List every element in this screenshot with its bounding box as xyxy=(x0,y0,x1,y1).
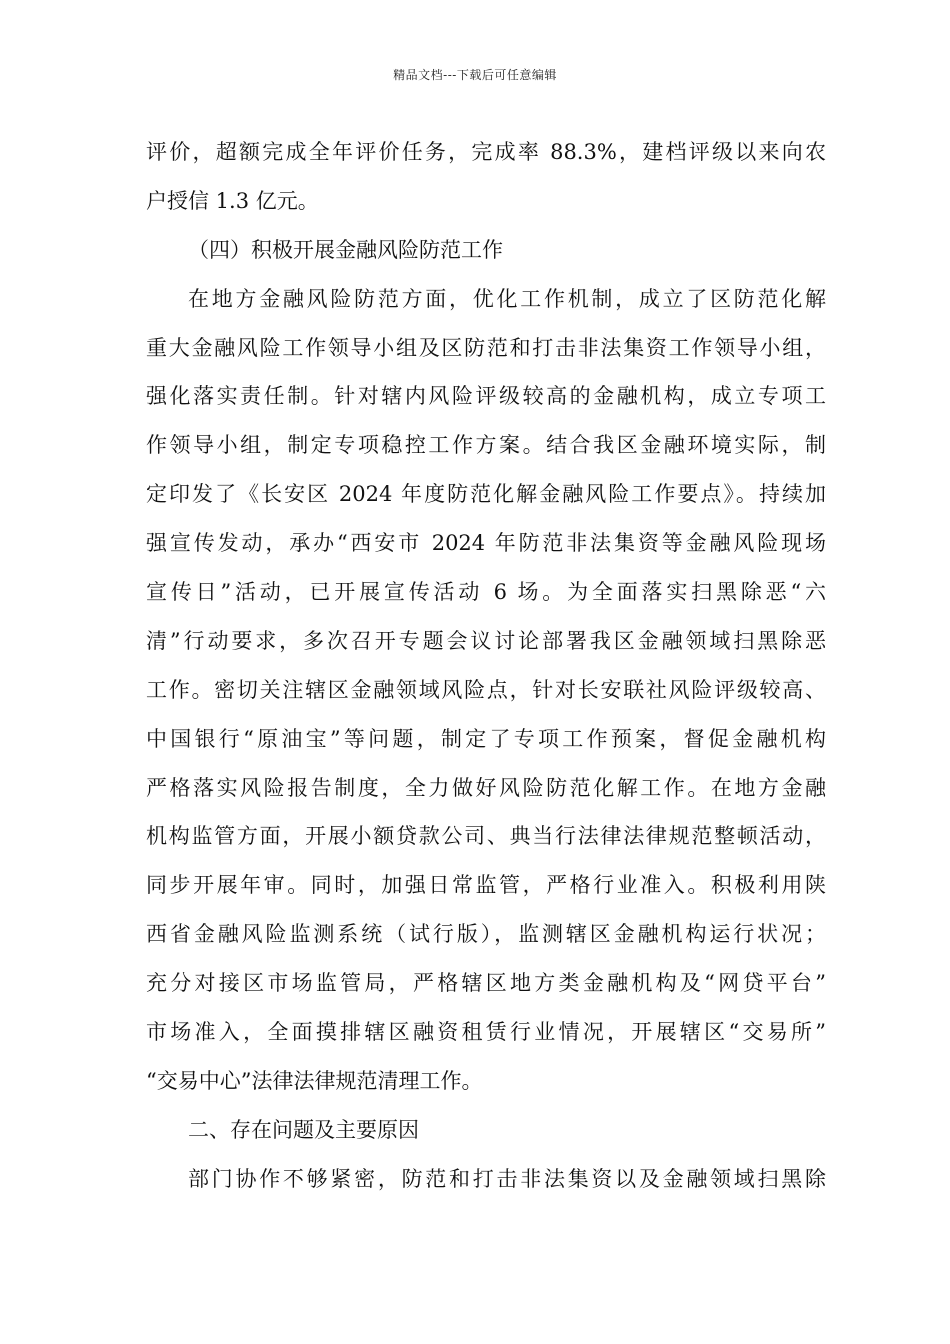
paragraph-line: 在地方金融风险防范方面，优化工作机制，成立了区防范化解 xyxy=(188,286,826,311)
paragraph-line: 定印发了《长安区 2024 年度防范化解金融风险工作要点》。持续加 xyxy=(146,482,826,507)
paragraph-line: 宣传日”活动，已开展宣传活动 6 场。为全面落实扫黑除恶“六 xyxy=(146,580,826,605)
paragraph-line: 充分对接区市场监管局，严格辖区地方类金融机构及“网贷平台” xyxy=(146,971,826,996)
paragraph-line: 市场准入，全面摸排辖区融资租赁行业情况，开展辖区“交易所” xyxy=(146,1020,826,1045)
paragraph-line: “交易中心”法律法律规范清理工作。 xyxy=(146,1068,483,1093)
document-body xyxy=(146,128,826,1204)
paragraph-line: 户授信 1.3 亿元。 xyxy=(146,188,319,213)
paragraph-line: 同步开展年审。同时，加强日常监管，严格行业准入。积极利用陕 xyxy=(146,873,826,898)
paragraph-line: 清”行动要求，多次召开专题会议讨论部署我区金融领域扫黑除恶 xyxy=(146,628,826,653)
section-heading: （四）积极开展金融风险防范工作 xyxy=(188,237,503,262)
paragraph-line: 西省金融风险监测系统（试行版），监测辖区金融机构运行状况； xyxy=(146,922,826,947)
paragraph-line: 评价，超额完成全年评价任务，完成率 88.3%，建档评级以来向农 xyxy=(146,140,826,164)
paragraph-line: 作领导小组，制定专项稳控工作方案。结合我区金融环境实际，制 xyxy=(146,433,826,458)
paragraph-line: 工作。密切关注辖区金融领域风险点，针对长安联社风险评级较高、 xyxy=(146,677,826,702)
paragraph-line: 中国银行“原油宝”等问题，制定了专项工作预案，督促金融机构 xyxy=(146,726,826,751)
paragraph-line: 强化落实责任制。针对辖内风险评级较高的金融机构，成立专项工 xyxy=(146,384,826,409)
paragraph-line: 严格落实风险报告制度，全力做好风险防范化解工作。在地方金融 xyxy=(146,775,826,800)
paragraph-line: 机构监管方面，开展小额贷款公司、典当行法律法律规范整顿活动， xyxy=(146,824,826,849)
page-header: 精品文档---下载后可任意编辑 xyxy=(393,68,557,82)
paragraph-line: 部门协作不够紧密，防范和打击非法集资以及金融领域扫黑除 xyxy=(188,1166,826,1191)
paragraph-line: 重大金融风险工作领导小组及区防范和打击非法集资工作领导小组， xyxy=(146,335,826,360)
paragraph-line: 强宣传发动，承办“西安市 2024 年防范非法集资等金融风险现场 xyxy=(146,531,826,556)
section-heading: 二、存在问题及主要原因 xyxy=(188,1117,419,1142)
